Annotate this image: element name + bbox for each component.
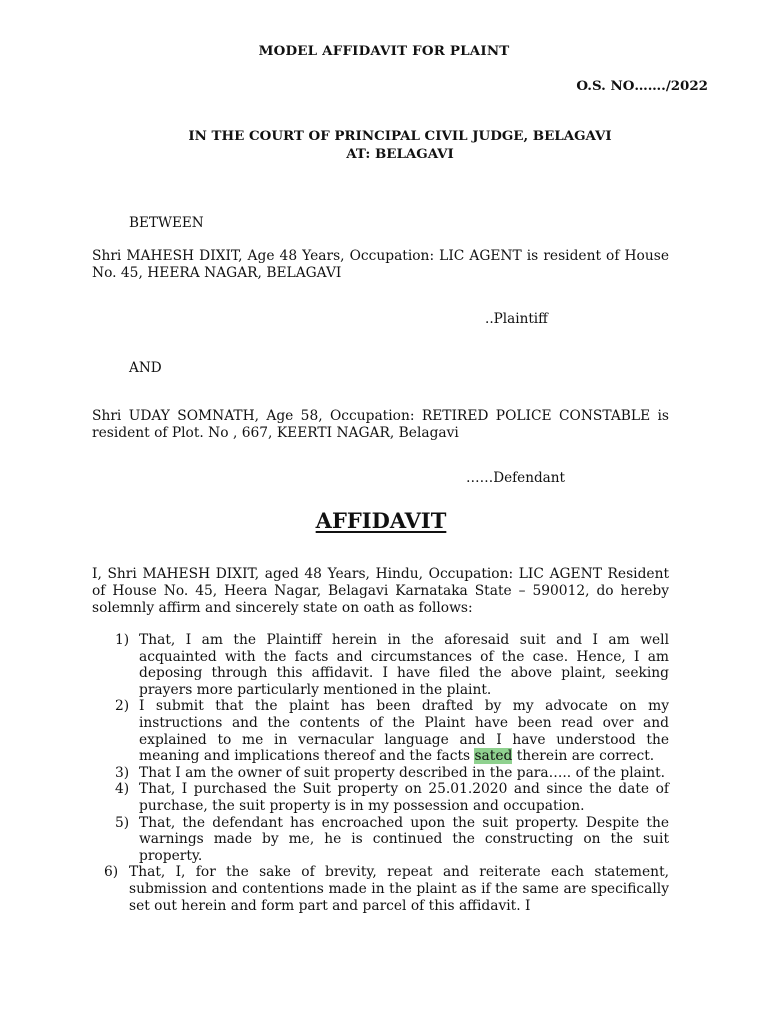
- highlighted-word: sated: [474, 748, 513, 765]
- statement-text: That, I purchased the Suit property on 25.01.2020 and since the date of purchase, the suit property is in my possession and occupation.: [139, 781, 669, 814]
- statement-text: That, I am the Plaintiff herein in the aforesaid suit and I am well acquainted with the facts and circumstances of the case. Hence, I am deposing through this affidavit. I have filed the above plaint, seeking prayers more particularly mentioned in the plaint.: [139, 632, 669, 698]
- defendant-role: ……Defendant: [466, 470, 565, 486]
- court-heading: [0, 127, 768, 163]
- plaintiff-role: ..Plaintiff: [485, 311, 548, 327]
- list-item: [92, 765, 669, 782]
- court-name: IN THE COURT OF PRINCIPAL CIVIL JUDGE, BELAGAVI: [188, 128, 612, 144]
- list-item: [92, 815, 669, 865]
- statement-number: 3): [115, 764, 130, 781]
- statement-number: 1): [115, 632, 130, 648]
- statement-text-part: I submit that the plaint has been drafted by my advocate on my instructions and the contents of the Plaint have been read over and explained to me in vernacular language and I have understood the meaning and implications thereof and the facts: [139, 698, 669, 765]
- list-item: [92, 864, 669, 914]
- affidavit-intro: I, Shri MAHESH DIXIT, aged 48 Years, Hindu, Occupation: LIC AGENT Resident of House No. 45, Heera Nagar, Belagavi Karnataka State – 590012, do hereby solemnly affirm and sincerely state on oath as follows:: [92, 566, 669, 616]
- statement-text: That, the defendant has encroached upon the suit property. Despite the warnings made by me, he is continued the constructing on the suit property.: [139, 814, 669, 864]
- between-label: BETWEEN: [129, 215, 204, 231]
- statement-number: 4): [115, 781, 130, 798]
- list-item: [92, 632, 669, 698]
- statement-text: That I am the owner of suit property described in the para….. of the plaint.: [139, 764, 666, 781]
- plaintiff-details: Shri MAHESH DIXIT, Age 48 Years, Occupation: LIC AGENT is resident of House No. 45, HEERA NAGAR, BELAGAVI: [92, 248, 669, 281]
- statement-text-part: therein are correct.: [512, 748, 655, 765]
- defendant-details: Shri UDAY SOMNATH, Age 58, Occupation: RETIRED POLICE CONSTABLE is resident of Plot. No , 667, KEERTI NAGAR, Belagavi: [92, 408, 669, 441]
- statement-number: 2): [115, 698, 130, 715]
- statement-text: That, I, for the sake of brevity, repeat and reiterate each statement, submission and contentions made in the plaint as if the same are specifically set out herein and form part and parcel of this affidavit. I: [129, 864, 669, 914]
- statement-list: [92, 632, 669, 914]
- affidavit-heading: AFFIDAVIT: [315, 508, 447, 533]
- list-item: [92, 698, 669, 764]
- statement-text: [139, 698, 669, 764]
- court-location: AT: BELAGAVI: [346, 146, 454, 162]
- statement-number: 6): [104, 864, 119, 881]
- case-number: O.S. NO……./2022: [576, 78, 708, 94]
- document-title: MODEL AFFIDAVIT FOR PLAINT: [258, 43, 510, 59]
- list-item: [92, 781, 669, 814]
- and-label: AND: [129, 360, 162, 376]
- statement-number: 5): [115, 814, 130, 831]
